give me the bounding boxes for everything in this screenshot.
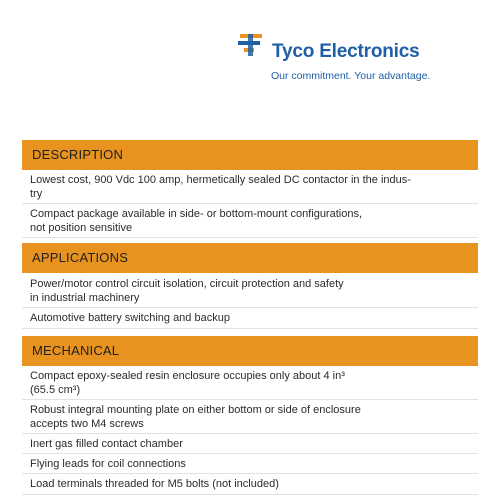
item-text-line: not position sensitive bbox=[30, 222, 133, 234]
section-header-mechanical: MECHANICAL bbox=[22, 336, 478, 366]
list-item bbox=[22, 475, 478, 495]
list-item bbox=[22, 367, 478, 400]
item-text-line: (65.5 cm³) bbox=[30, 384, 81, 396]
company-name: Tyco Electronics bbox=[272, 41, 420, 62]
list-item bbox=[22, 171, 478, 204]
company-logo bbox=[238, 28, 478, 88]
tyco-logo-icon bbox=[238, 32, 266, 58]
list-item bbox=[22, 401, 478, 434]
item-text-line: Compact epoxy-sealed resin enclosure occupies only about 4 in³ bbox=[30, 370, 345, 382]
list-item bbox=[22, 205, 478, 238]
item-text-line: Compact package available in side- or bottom-mount configurations, bbox=[30, 208, 363, 220]
list-item bbox=[22, 455, 478, 474]
section-header-applications: APPLICATIONS bbox=[22, 243, 478, 273]
section-header-description: DESCRIPTION bbox=[22, 140, 478, 170]
item-text-line: Automotive battery switching and backup bbox=[30, 312, 230, 324]
item-text-line: Power/motor control circuit isolation, circuit protection and safety bbox=[30, 278, 344, 290]
item-text-line: accepts two M4 screws bbox=[30, 418, 144, 430]
item-text-line: Flying leads for coil connections bbox=[30, 458, 186, 470]
list-item bbox=[22, 435, 478, 454]
company-tagline: Our commitment. Your advantage. bbox=[271, 70, 431, 82]
list-item bbox=[22, 275, 478, 308]
item-text-line: Load terminals threaded for M5 bolts (not included) bbox=[30, 478, 279, 490]
item-text-line: Robust integral mounting plate on either bottom or side of enclosure bbox=[30, 404, 361, 416]
item-text-line: Lowest cost, 900 Vdc 100 amp, hermetically sealed DC contactor in the indus- bbox=[30, 174, 411, 186]
item-text-line: Inert gas filled contact chamber bbox=[30, 438, 183, 450]
item-text-line: in industrial machinery bbox=[30, 292, 140, 304]
item-text-line: try bbox=[30, 188, 43, 200]
list-item bbox=[22, 309, 478, 329]
